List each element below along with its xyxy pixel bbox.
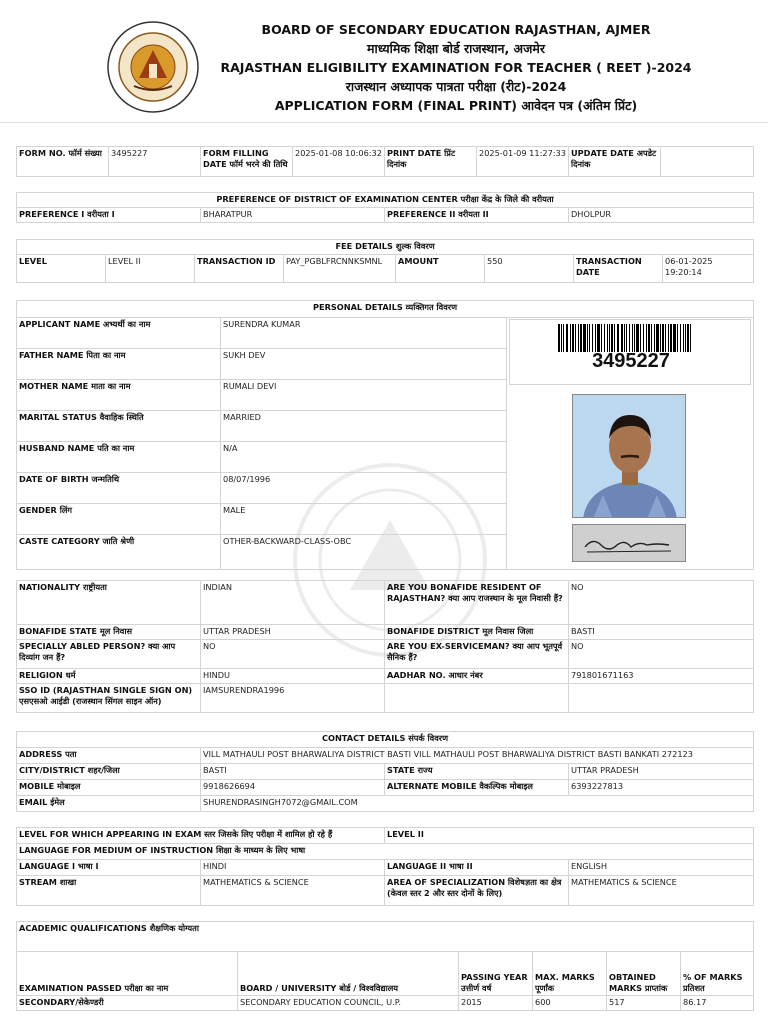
print-date-value: 2025-01-09 11:27:33 <box>477 147 569 177</box>
bonafide-district-value: BASTI <box>569 625 754 640</box>
barcode-bar <box>624 324 625 352</box>
barcode-bar <box>566 324 569 352</box>
language1-value: HINDI <box>201 860 385 876</box>
barcode-bar <box>662 324 664 352</box>
father-name-label: FATHER NAME पिता का नाम <box>17 349 221 380</box>
barcode-bar <box>587 324 588 352</box>
bonafide-state-value: UTTAR PRADESH <box>201 625 385 640</box>
txn-date-label: TRANSACTION DATE <box>574 255 663 283</box>
contact-details-table <box>16 731 754 812</box>
language2-label: LANGUAGE II भाषा II <box>385 860 569 876</box>
update-date-label: UPDATE DATE अपडेट दिनांक <box>569 147 661 177</box>
applicant-name-value: SURENDRA KUMAR <box>221 318 507 349</box>
applicant-signature <box>572 524 686 562</box>
barcode-bar <box>595 324 596 352</box>
mother-name-value: RUMALI DEVI <box>221 380 507 411</box>
barcode-bar <box>592 324 594 352</box>
mobile-label: MOBILE मोबाइल <box>17 780 201 796</box>
fee-title: FEE DETAILS शुल्क विवरण <box>17 240 754 255</box>
header-line-4: राजस्थान अध्यापक पात्रता परीक्षा (रीट)-2024 <box>345 79 567 94</box>
academic-header-obtained: OBTAINED MARKS प्राप्तांक <box>607 952 681 996</box>
barcode-bar <box>690 324 691 352</box>
barcode-bar <box>654 324 655 352</box>
barcode-bar <box>572 324 574 352</box>
barcode-bar <box>558 324 560 352</box>
marital-status-value: MARRIED <box>221 411 507 442</box>
barcode-bar <box>643 324 645 352</box>
barcode-bar <box>607 324 608 352</box>
barcode-bar <box>673 324 676 352</box>
district-preference-table <box>16 192 754 223</box>
email-value: SHURENDRASINGH7072@GMAIL.COM <box>201 796 754 812</box>
academic-header-percent: % OF MARKS प्रतिशत <box>681 952 754 996</box>
barcode-bar <box>626 324 627 352</box>
exam-level-label: LEVEL FOR WHICH APPEARING IN EXAM स्तर जिसके लिए परीक्षा में शामिल हो रहे हैं <box>17 828 385 844</box>
barcode-bar <box>614 324 615 352</box>
district-pref-title: PREFERENCE OF DISTRICT OF EXAMINATION CENTER परीक्षा केंद्र के जिले की वरीयता <box>17 193 754 208</box>
academic-obtained-cell: 517 <box>607 996 681 1011</box>
contact-title: CONTACT DETAILS संपर्क विवरण <box>17 732 754 748</box>
religion-value: HINDU <box>201 669 385 684</box>
aadhar-value: 791801671163 <box>569 669 754 684</box>
header-divider <box>0 122 768 123</box>
barcode-bar <box>597 324 600 352</box>
specialization-value: MATHEMATICS & SCIENCE <box>569 876 754 906</box>
barcode-bar <box>636 324 639 352</box>
language1-label: LANGUAGE I भाषा I <box>17 860 201 876</box>
exservice-label: ARE YOU EX-SERVICEMAN? क्या आप भूतपूर्व सैनिक हैं? <box>385 640 569 669</box>
academic-header-exam: EXAMINATION PASSED परीक्षा का नाम <box>17 952 238 996</box>
resident-value: NO <box>569 581 754 625</box>
barcode-bar <box>634 324 635 352</box>
gender-value: MALE <box>221 504 507 535</box>
stream-value: MATHEMATICS & SCIENCE <box>201 876 385 906</box>
city-value: BASTI <box>201 764 385 780</box>
header-line-1: BOARD OF SECONDARY EDUCATION RAJASTHAN, AJMER <box>261 22 651 37</box>
resident-label: ARE YOU BONAFIDE RESIDENT OF RAJASTHAN? क्या आप राजस्थान के मूल निवासी हैं? <box>385 581 569 625</box>
address-label: ADDRESS पता <box>17 748 201 764</box>
fee-details-table <box>16 239 754 283</box>
state-label: STATE राज्य <box>385 764 569 780</box>
applicant-name-label: APPLICANT NAME अभ्यर्थी का नाम <box>17 318 221 349</box>
email-label: EMAIL ईमेल <box>17 796 201 812</box>
amount-value: 550 <box>485 255 574 283</box>
barcode-bar <box>668 324 669 352</box>
barcode-bar <box>589 324 590 352</box>
barcode-bars <box>558 324 704 352</box>
barcode-bar <box>640 324 641 352</box>
barcode-bar <box>670 324 672 352</box>
academic-table <box>16 921 754 1011</box>
exservice-value: NO <box>569 640 754 669</box>
disabled-label: SPECIALLY ABLED PERSON? क्या आप दिव्यांग जन हैं? <box>17 640 201 669</box>
barcode-bar <box>651 324 652 352</box>
header-line-2: माध्यमिक शिक्षा बोर्ड राजस्थान, अजमेर <box>367 41 545 56</box>
barcode-bar <box>677 324 678 352</box>
barcode-bar <box>632 324 633 352</box>
language2-value: ENGLISH <box>569 860 754 876</box>
academic-exam-cell: SECONDARY/सेकेण्डरी <box>17 996 238 1011</box>
board-seal-logo <box>106 20 200 114</box>
barcode-bar <box>583 324 586 352</box>
barcode-bar <box>609 324 610 352</box>
txn-id-value: PAY_PGBLFRCNNKSMNL <box>284 255 396 283</box>
nationality-label: NATIONALITY राष्ट्रीयता <box>17 581 201 625</box>
father-name-value: SUKH DEV <box>221 349 507 380</box>
academic-percent-cell: 86.17 <box>681 996 754 1011</box>
mother-name-label: MOTHER NAME माता का नाम <box>17 380 221 411</box>
header-line-3: RAJASTHAN ELIGIBILITY EXAMINATION FOR TEACHER ( REET )-2024 <box>220 60 692 75</box>
barcode-bar <box>680 324 682 352</box>
barcode-bar <box>611 324 613 352</box>
aadhar-label: AADHAR NO. आधार नंबर <box>385 669 569 684</box>
barcode-bar <box>580 324 582 352</box>
applicant-photo <box>572 394 686 518</box>
mobile-value: 9918626694 <box>201 780 385 796</box>
form-no-label: FORM NO. फॉर्म संख्या <box>17 147 109 177</box>
medium-label: LANGUAGE FOR MEDIUM OF INSTRUCTION शिक्षा के माध्यम के लिए भाषा <box>17 844 754 860</box>
other-details-table <box>16 580 754 713</box>
disabled-value: NO <box>201 640 385 669</box>
form-barcode <box>509 319 751 385</box>
dob-label: DATE OF BIRTH जन्मतिथि <box>17 473 221 504</box>
barcode-bar <box>660 324 661 352</box>
form-info-table <box>16 146 754 177</box>
barcode-bar <box>578 324 579 352</box>
pref2-value: DHOLPUR <box>569 208 754 223</box>
barcode-bar <box>601 324 602 352</box>
form-header <box>0 0 768 122</box>
gender-label: GENDER लिंग <box>17 504 221 535</box>
academic-header-max: MAX. MARKS पूर्णांक <box>533 952 607 996</box>
personal-title: PERSONAL DETAILS व्यक्तिगत विवरण <box>17 301 754 318</box>
caste-label: CASTE CATEGORY जाति श्रेणी <box>17 535 221 570</box>
barcode-bar <box>687 324 689 352</box>
barcode-bar <box>561 324 562 352</box>
barcode-bar <box>621 324 623 352</box>
barcode-bar <box>665 324 666 352</box>
fee-level-value: LEVEL II <box>106 255 195 283</box>
city-label: CITY/DISTRICT शहर/जिला <box>17 764 201 780</box>
exam-level-value: LEVEL II <box>385 828 754 844</box>
txn-id-label: TRANSACTION ID <box>195 255 284 283</box>
address-value: VILL MATHAULI POST BHARWALIYA DISTRICT BASTI VILL MATHAULI POST BHARWALIYA DISTRICT BASTI BANKATI 272123 <box>201 748 754 764</box>
bonafide-district-label: BONAFIDE DISTRICT मूल निवास जिला <box>385 625 569 640</box>
academic-header-board: BOARD / UNIVERSITY बोर्ड / विश्वविद्यालय <box>238 952 459 996</box>
barcode-bar <box>604 324 606 352</box>
barcode-bar <box>656 324 659 352</box>
sso-label: SSO ID (RAJASTHAN SINGLE SIGN ON) एसएसओ आईडी (राजस्थान सिंगल साइन ऑन) <box>17 684 201 713</box>
religion-label: RELIGION धर्म <box>17 669 201 684</box>
husband-name-label: HUSBAND NAME पति का नाम <box>17 442 221 473</box>
alt-mobile-label: ALTERNATE MOBILE वैकल्पिक मोबाइल <box>385 780 569 796</box>
barcode-bar <box>685 324 686 352</box>
barcode-bar <box>570 324 571 352</box>
barcode-bar <box>575 324 576 352</box>
stream-label: STREAM शाखा <box>17 876 201 906</box>
pref1-value: BHARATPUR <box>201 208 385 223</box>
barcode-bar <box>683 324 684 352</box>
barcode-bar <box>617 324 620 352</box>
academic-year-cell: 2015 <box>459 996 533 1011</box>
fee-level-label: LEVEL <box>17 255 106 283</box>
nationality-value: INDIAN <box>201 581 385 625</box>
amount-label: AMOUNT <box>396 255 485 283</box>
sso-value: IAMSURENDRA1996 <box>201 684 385 713</box>
barcode-bar <box>648 324 650 352</box>
academic-header-year: PASSING YEAR उत्तीर्ण वर्ष <box>459 952 533 996</box>
state-value: UTTAR PRADESH <box>569 764 754 780</box>
barcode-bar <box>629 324 631 352</box>
txn-date-value: 06-01-2025 19:20:14 <box>663 255 754 283</box>
academic-max-cell: 600 <box>533 996 607 1011</box>
filling-date-label: FORM FILLING DATE फॉर्म भरने की तिथि <box>201 147 293 177</box>
barcode-number: 3495227 <box>592 350 670 372</box>
filling-date-value: 2025-01-08 10:06:32 <box>293 147 385 177</box>
marital-status-label: MARITAL STATUS वैवाहिक स्थिति <box>17 411 221 442</box>
academic-title-text: ACADEMIC QUALIFICATIONS शैक्षणिक योग्यता <box>19 923 199 933</box>
specialization-label: AREA OF SPECIALIZATION विशेषज्ञता का क्षेत्र (केवल स्तर 2 और स्तर दोनों के लिए) <box>385 876 569 906</box>
form-no-value: 3495227 <box>109 147 201 177</box>
table-row <box>17 996 754 1011</box>
caste-value: OTHER-BACKWARD-CLASS-OBC <box>221 535 507 570</box>
pref1-label: PREFERENCE I वरीयता I <box>17 208 201 223</box>
header-line-5: APPLICATION FORM (FINAL PRINT) आवेदन पत्र (अंतिम प्रिंट) <box>274 98 638 113</box>
pref2-label: PREFERENCE II वरीयता II <box>385 208 569 223</box>
bonafide-state-label: BONAFIDE STATE मूल निवास <box>17 625 201 640</box>
exam-details-table <box>16 827 754 906</box>
barcode-bar <box>646 324 647 352</box>
dob-value: 08/07/1996 <box>221 473 507 504</box>
barcode-bar <box>563 324 564 352</box>
husband-name-value: N/A <box>221 442 507 473</box>
academic-board-cell: SECONDARY EDUCATION COUNCIL, U.P. <box>238 996 459 1011</box>
print-date-label: PRINT DATE प्रिंट दिनांक <box>385 147 477 177</box>
alt-mobile-value: 6393227813 <box>569 780 754 796</box>
update-date-value <box>661 147 754 177</box>
academic-title <box>17 922 754 952</box>
